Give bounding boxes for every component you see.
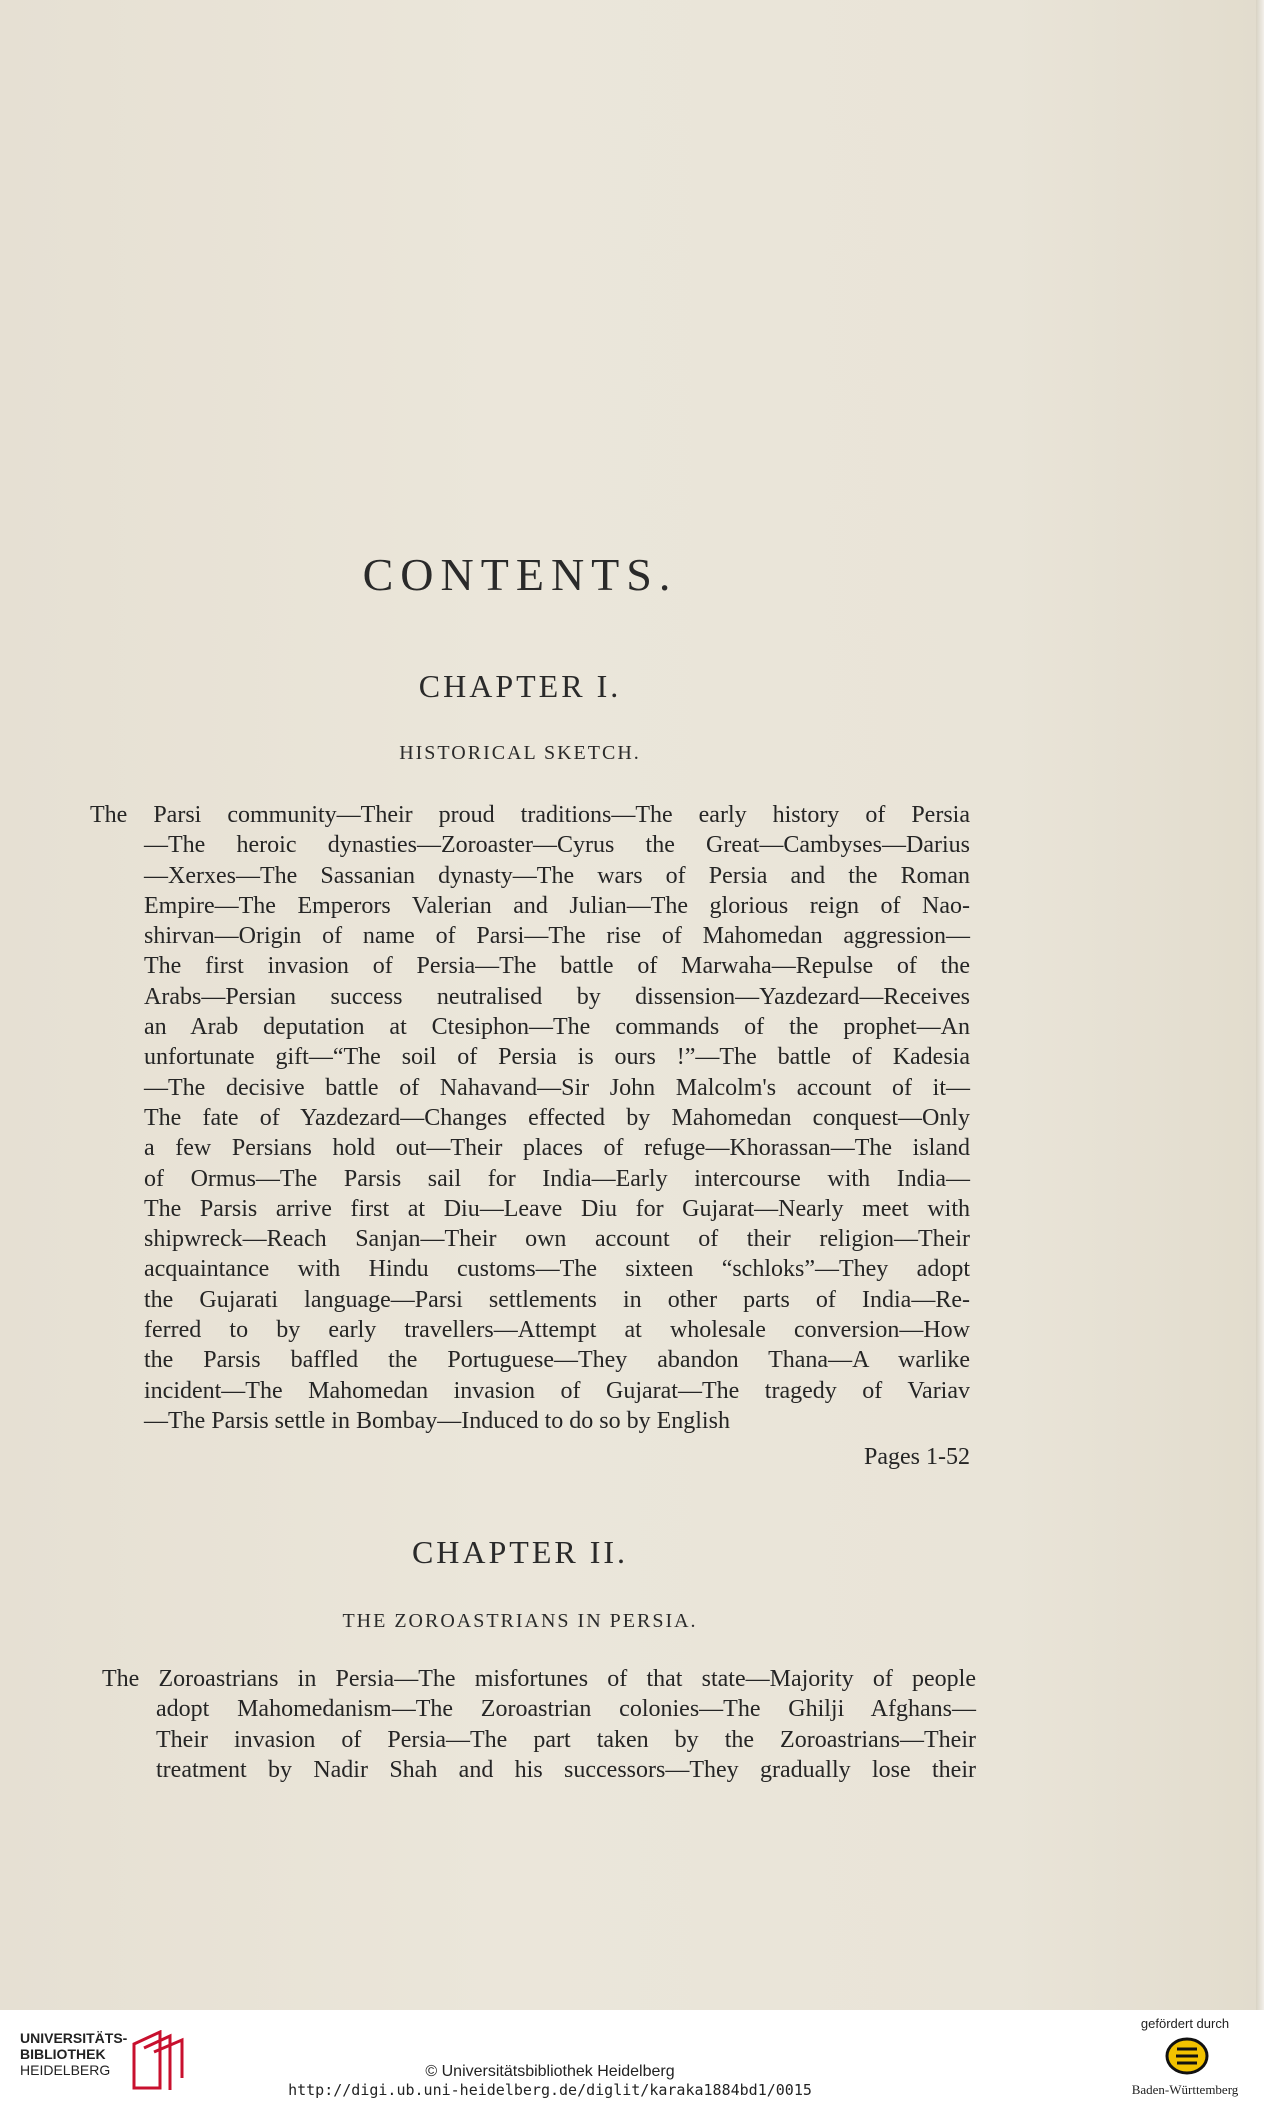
chapter-1-pages: Pages 1-52 — [864, 1444, 970, 1470]
summary-line: —The decisive battle of Nahavand—Sir John Malcolm's account of it— — [144, 1074, 970, 1101]
chapter-1-subtitle: HISTORICAL SKETCH. — [399, 742, 641, 764]
summary-line: treatment by Nadir Shah and his successors—They gradually lose their — [156, 1756, 976, 1783]
summary-line: ferred to by early travellers—Attempt at wholesale conversion—How — [144, 1317, 970, 1344]
page-edge — [1256, 0, 1264, 2010]
page-title: CONTENTS. — [362, 549, 678, 600]
summary-line: shirvan—Origin of name of Parsi—The rise of Mahomedan aggression— — [144, 923, 970, 950]
summary-line: incident—The Mahomedan invasion of Gujarat—The tragedy of Variav — [144, 1377, 970, 1404]
summary-line: unfortunate gift—“The soil of Persia is ours !”—The battle of Kadesia — [144, 1044, 970, 1071]
summary-line: of Ormus—The Parsis sail for India—Early intercourse with India— — [144, 1165, 970, 1192]
chapter-2-subtitle: THE ZOROASTRIANS IN PERSIA. — [342, 1610, 698, 1632]
summary-line: the Gujarati language—Parsi settlements in other parts of India—Re- — [144, 1286, 970, 1313]
chapter-2-summary — [102, 1664, 976, 1785]
summary-line: The Zoroastrians in Persia—The misfortunes of that state—Majority of people — [102, 1666, 976, 1692]
summary-line: shipwreck—Reach Sanjan—Their own account of their religion—Their — [144, 1226, 970, 1253]
source-url[interactable]: http://digi.ub.uni-heidelberg.de/diglit/karaka1884bd1/0015 — [288, 2081, 812, 2099]
summary-line: Empire—The Emperors Valerian and Julian—The glorious reign of Nao- — [144, 892, 970, 919]
copyright-notice: © Universitätsbibliothek Heidelberg — [425, 2063, 675, 2080]
summary-line: a few Persians hold out—Their places of refuge—Khorassan—The island — [144, 1135, 970, 1162]
coat-of-arms-icon[interactable] — [1164, 2036, 1210, 2076]
summary-line: the Parsis baffled the Portuguese—They abandon Thana—A warlike — [144, 1347, 970, 1374]
summary-line: The fate of Yazdezard—Changes effected by Mahomedan conquest—Only — [144, 1104, 970, 1131]
summary-line: acquaintance with Hindu customs—The sixteen “schloks”—They adopt — [144, 1256, 970, 1283]
summary-line: The first invasion of Persia—The battle of Marwaha—Repulse of the — [144, 953, 970, 980]
summary-line: —The Parsis settle in Bombay—Induced to do so by English — [144, 1407, 730, 1434]
sponsor-label: gefördert durch — [1140, 2016, 1230, 2031]
chapter-1-summary — [90, 800, 970, 1436]
summary-line: The Parsi community—Their proud traditions—The early history of Persia — [90, 802, 970, 828]
summary-line: adopt Mahomedanism—The Zoroastrian colonies—The Ghilji Afghans— — [156, 1696, 976, 1723]
summary-line: —Xerxes—The Sassanian dynasty—The wars of Persia and the Roman — [144, 862, 970, 889]
summary-line: Arabs—Persian success neutralised by dissension—Yazdezard—Receives — [144, 983, 970, 1010]
summary-line: —The heroic dynasties—Zoroaster—Cyrus the Great—Cambyses—Darius — [144, 832, 970, 859]
summary-line: The Parsis arrive first at Diu—Leave Diu for Gujarat—Nearly meet with — [144, 1195, 970, 1222]
summary-line: Their invasion of Persia—The part taken by the Zoroastrians—Their — [156, 1726, 976, 1753]
summary-line: an Arab deputation at Ctesiphon—The commands of the prophet—An — [144, 1014, 970, 1041]
chapter-1-heading: CHAPTER I. — [418, 668, 622, 704]
chapter-2-heading: CHAPTER II. — [411, 1534, 629, 1570]
library-name: UNIVERSITÄTS- BIBLIOTHEK HEIDELBERG — [20, 2030, 128, 2078]
sponsor-name: Baden-Württemberg — [1131, 2082, 1239, 2097]
